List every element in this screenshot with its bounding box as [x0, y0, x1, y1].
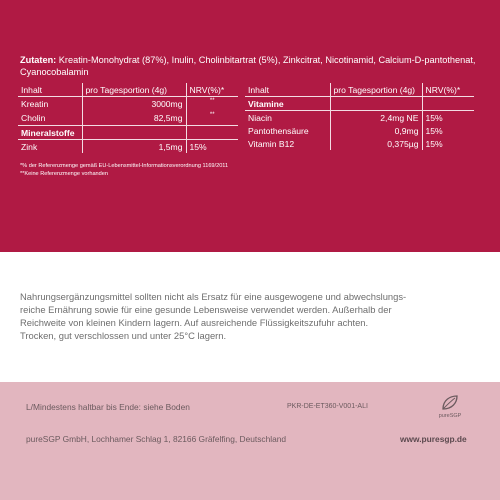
- header-per-portion: pro Tagesportion (4g): [82, 83, 186, 97]
- ingredients-label: Zutaten:: [20, 55, 57, 65]
- nutrient-amount: 2,4mg NE: [330, 111, 422, 125]
- nutrient-nrv: 15%: [186, 140, 238, 154]
- table-row: [18, 111, 238, 126]
- advisory-line: Trocken, gut verschlossen und unter 25°C lagern.: [20, 330, 227, 341]
- ingredients-text: [20, 54, 485, 78]
- section-title: Mineralstoffe: [18, 126, 82, 140]
- table-row: [18, 140, 238, 154]
- nutrient-name: Vitamin B12: [248, 138, 295, 149]
- table-row: [18, 97, 238, 112]
- advisory-line: Reichweite von kleinen Kindern lagern. Auf ausreichende Flüssigkeitszufuhr achten.: [20, 317, 369, 328]
- footer-band: [0, 382, 500, 500]
- footnote-nrv: *% der Referenzmenge gemäß EU-Lebensmittel-Informationsverordnung 1169/2011: [20, 163, 229, 169]
- header-per-portion: pro Tagesportion (4g): [330, 83, 422, 97]
- advisory-text: [20, 290, 460, 342]
- website-link[interactable]: www.puresgp.de: [400, 434, 467, 444]
- leaf-logo-icon: [440, 394, 460, 412]
- nutrient-name: Zink: [21, 141, 38, 152]
- advisory-line: Nahrungsergänzungsmittel sollten nicht als Ersatz für eine ausgewogene und abwechslungs-: [20, 291, 407, 302]
- nutrient-name: Niacin: [248, 112, 272, 123]
- nutrient-amount: 82,5mg: [82, 111, 186, 126]
- nutrient-name: Kreatin: [21, 99, 49, 109]
- nutrient-nrv: 15%: [422, 111, 474, 125]
- nutrient-name: Pantothensäure: [248, 125, 309, 136]
- section-heading-vitamins: [245, 97, 474, 111]
- advisory-section: [0, 252, 500, 382]
- header-nrv: NRV(%)*: [186, 83, 238, 97]
- nutrient-nrv: 15%: [422, 124, 474, 137]
- advisory-line: reiche Ernährung sowie für eine gesunde Lebensweise verwendet werden. Außerhalb der: [20, 304, 392, 315]
- nutrient-amount: 3000mg: [82, 97, 186, 112]
- table-header: [18, 83, 238, 97]
- section-title: Vitamine: [245, 97, 330, 111]
- nutrition-table-right: [245, 83, 474, 150]
- nutrient-amount: 0,9mg: [330, 124, 422, 137]
- company-address: pureSGP GmbH, Lochhamer Schlag 1, 82166 Gräfelfing, Deutschland: [26, 434, 287, 444]
- ingredients-list: Kreatin-Monohydrat (87%), Inulin, Cholinbitartrat (5%), Zinkcitrat, Nicotinamid, Calcium-D-pantothenat, Cyanocobalamin: [20, 55, 476, 77]
- table-row: [245, 111, 474, 125]
- footnotes: [20, 162, 228, 178]
- header-content: Inhalt: [245, 83, 330, 97]
- header-nrv: NRV(%)*: [422, 83, 474, 97]
- product-code: PKR-DE-ET360-V001-ALI: [287, 403, 368, 410]
- brand-logo: [428, 394, 472, 419]
- logo-text: pureSGP: [438, 413, 462, 419]
- nutrient-nrv: **: [186, 111, 238, 126]
- table-row: [245, 124, 474, 137]
- section-heading-minerals: [18, 126, 238, 140]
- nutrient-amount: 1,5mg: [82, 140, 186, 154]
- best-before-text: L/Mindestens haltbar bis Ende: siehe Boden: [26, 402, 190, 412]
- nutrient-nrv: **: [186, 97, 238, 112]
- table-row: [245, 137, 474, 150]
- header-content: Inhalt: [18, 83, 82, 97]
- nutrient-amount: 0,375µg: [330, 137, 422, 150]
- nutrient-nrv: 15%: [422, 137, 474, 150]
- footnote-no-reference: **Keine Referenzmenge vorhanden: [20, 171, 109, 177]
- nutrient-name: Cholin: [21, 113, 46, 123]
- nutrition-table-left: [18, 83, 238, 153]
- table-header: [245, 83, 474, 97]
